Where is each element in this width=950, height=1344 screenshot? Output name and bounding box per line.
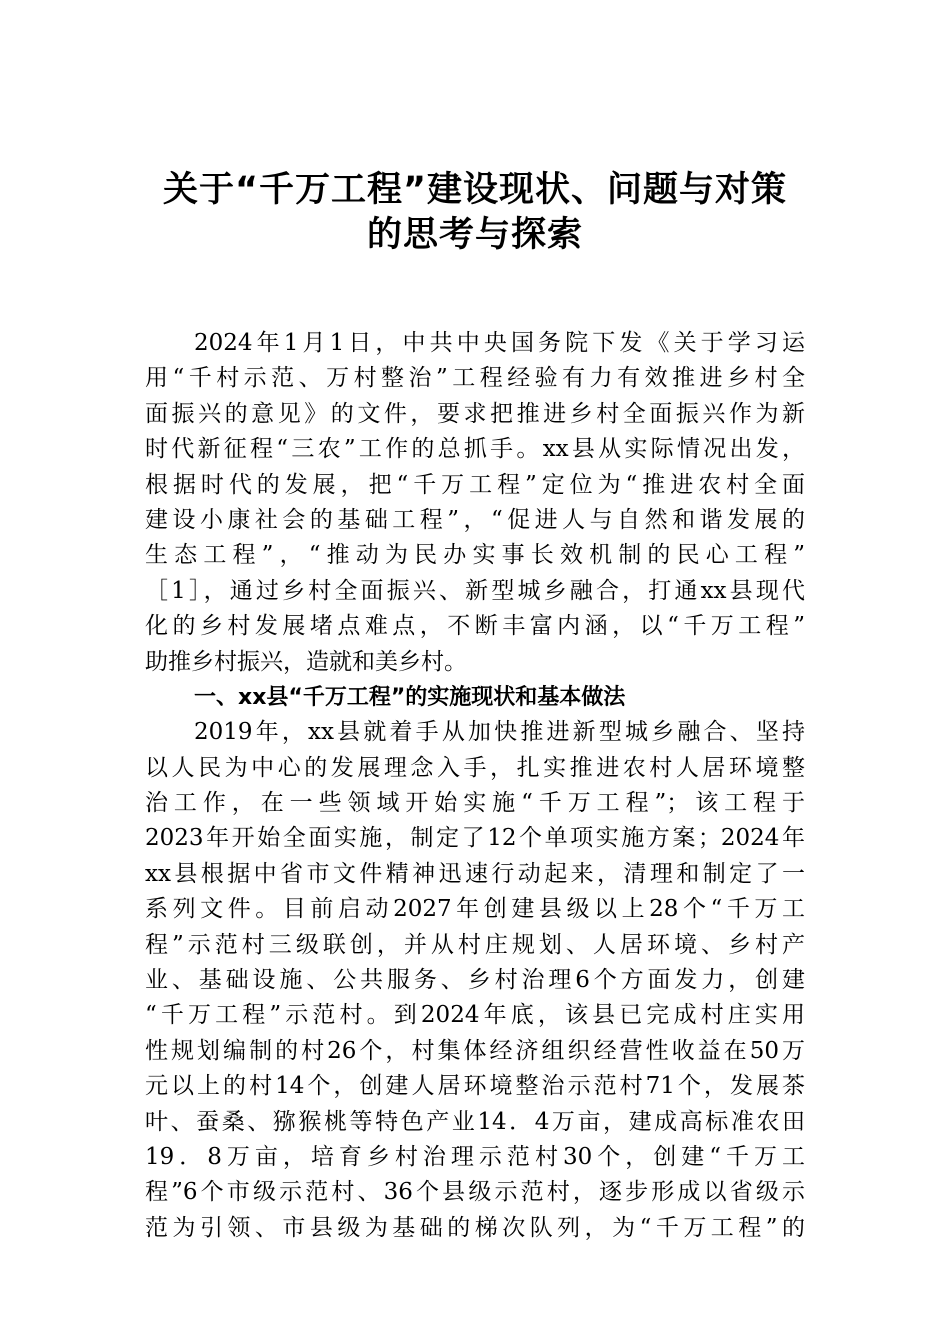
paragraph-1-line: 面振兴的意见》的文件，要求把推进乡村全面振兴作为新 — [145, 400, 805, 427]
document-body — [145, 326, 805, 1246]
paragraph-2-line: 元以上的村14个，创建人居环境整治示范村71个，发展茶 — [145, 1073, 805, 1100]
paragraph-1-line: 生态工程”，“推动为民办实事长效机制的民心工程” — [145, 542, 805, 569]
paragraph-2-line: 2023年开始全面实施，制定了12个单项实施方案；2024年 — [145, 825, 805, 852]
paragraph-2-line: 19．8万亩，培育乡村治理示范村30个，创建“千万工 — [145, 1143, 805, 1170]
section-heading: 一、xx县“千万工程”的实施现状和基本做法 — [194, 684, 626, 710]
paragraph-1-line: ［1］，通过乡村全面振兴、新型城乡融合，打通xx县现代 — [145, 577, 805, 604]
paragraph-2-line: xx县根据中省市文件精神迅速行动起来，清理和制定了一 — [145, 860, 805, 887]
paragraph-1-line: 化的乡村发展堵点难点，不断丰富内涵，以“千万工程” — [145, 613, 805, 640]
paragraph-1-line: 2024年1月1日，中共中央国务院下发《关于学习运 — [194, 330, 805, 356]
paragraph-2-line: 性规划编制的村26个，村集体经济组织经营性收益在50万 — [145, 1037, 805, 1064]
paragraph-2-line: 叶、蚕桑、猕猴桃等特色产业14．4万亩，建成高标准农田 — [145, 1108, 805, 1135]
paragraph-2-line: 2019年，xx县就着手从加快推进新型城乡融合、坚持 — [194, 719, 805, 746]
paragraph-1-line: 助推乡村振兴，造就和美乡村。 — [145, 648, 467, 675]
paragraph-2-line: 程”6个市级示范村、36个县级示范村，逐步形成以省级示 — [145, 1179, 805, 1206]
paragraph-1-line: 用“千村示范、万村整治”工程经验有力有效推进乡村全 — [145, 365, 805, 392]
paragraph-2-line: 程”示范村三级联创，并从村庄规划、人居环境、乡村产 — [145, 931, 805, 958]
paragraph-1-line: 根据时代的发展，把“千万工程”定位为“推进农村全面 — [145, 471, 805, 498]
document-title-line-2: 的思考与探索 — [366, 215, 583, 255]
paragraph-2-line: 业、基础设施、公共服务、乡村治理6个方面发力，创建 — [145, 967, 805, 994]
paragraph-2-line: 系列文件。目前启动2027年创建县级以上28个“千万工 — [145, 896, 805, 923]
paragraph-2-line: 以人民为中心的发展理念入手，扎实推进农村人居环境整 — [145, 754, 805, 781]
paragraph-2-line: “千万工程”示范村。到2024年底，该县已完成村庄实用 — [145, 1002, 805, 1029]
document-title-line-1: 关于“千万工程”建设现状、问题与对策 — [162, 170, 787, 210]
paragraph-2-line: 治工作，在一些领域开始实施“千万工程”；该工程于 — [145, 790, 805, 817]
paragraph-2-line: 范为引领、市县级为基础的梯次队列，为“千万工程”的 — [145, 1214, 805, 1241]
paragraph-1-line: 建设小康社会的基础工程”，“促进人与自然和谐发展的 — [145, 506, 805, 533]
paragraph-1-line: 时代新征程“三农”工作的总抓手。xx县从实际情况出发， — [145, 436, 805, 463]
